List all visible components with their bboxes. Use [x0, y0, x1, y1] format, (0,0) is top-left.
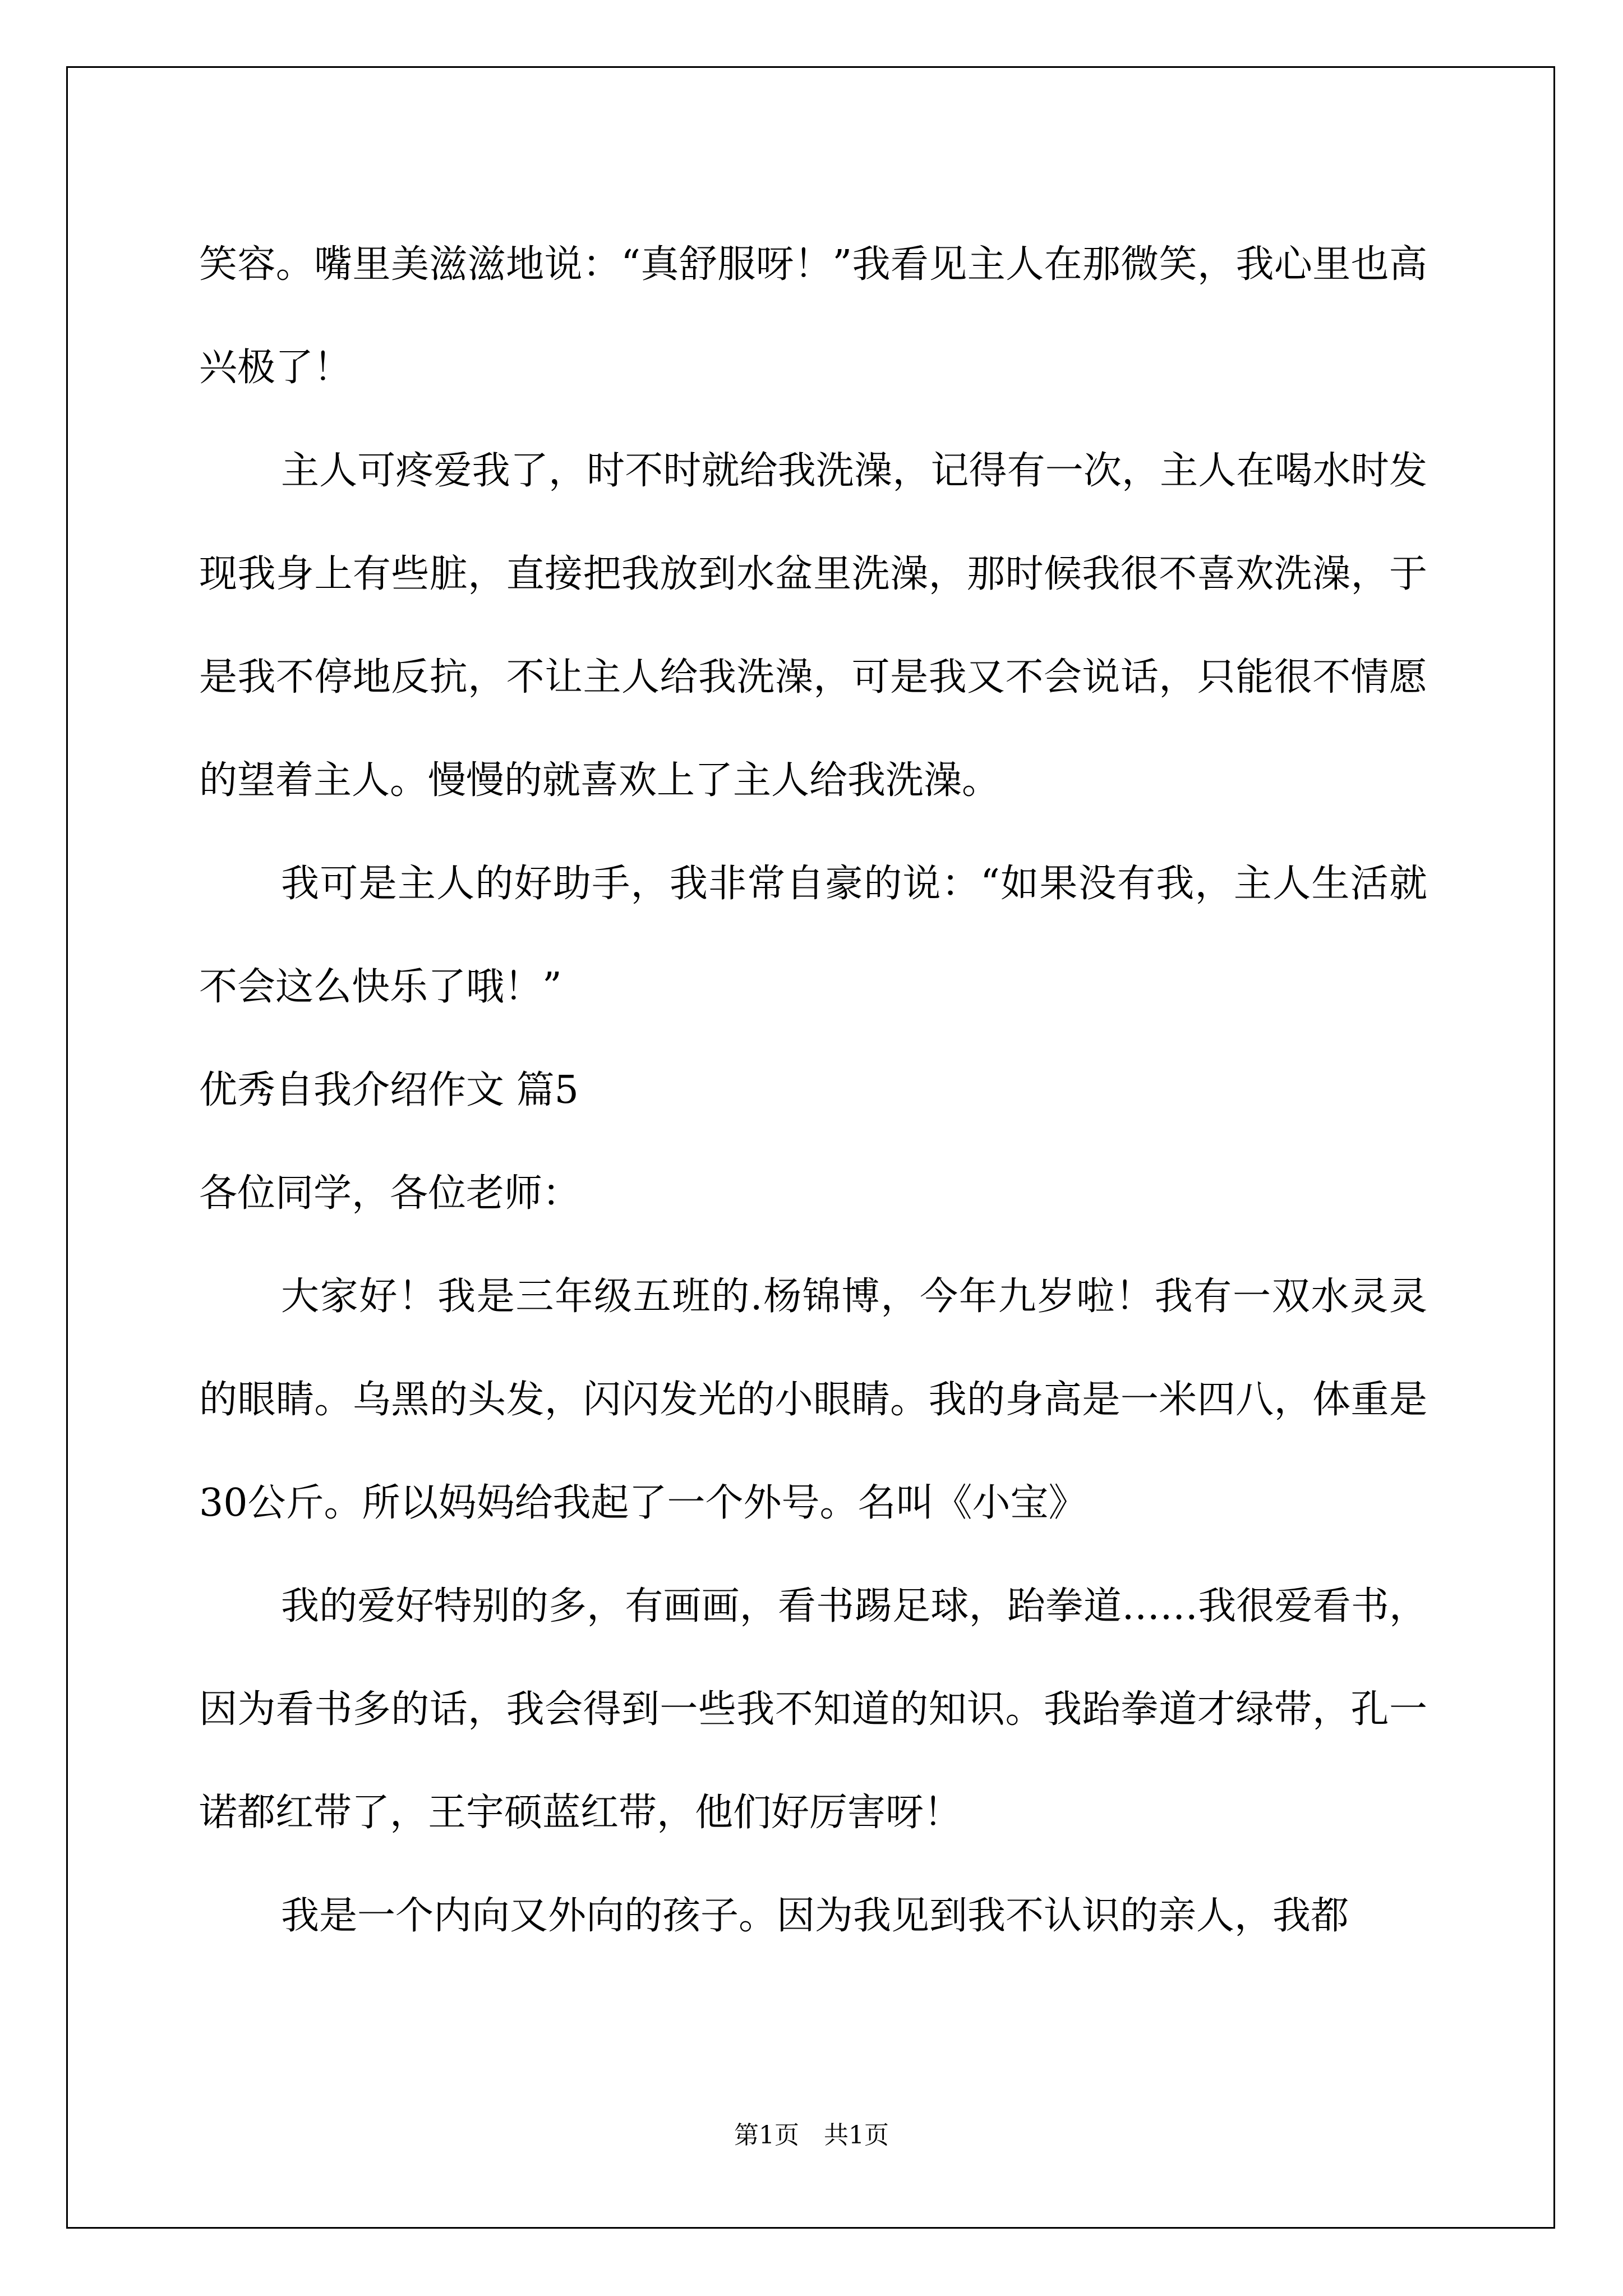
section-heading: 优秀自我介绍作文 篇5: [199, 1068, 579, 1112]
paragraph-6: 我的爱好特别的多，有画画，看书踢足球，跆拳道……我很爱看书，因为看书多的话，我会得到一些我不知道的知识。我跆拳道才绿带，孔一诺都红带了，王宇硕蓝红带，他们好厉害呀！: [199, 1584, 1427, 1835]
paragraph-2: 主人可疼爱我了，时不时就给我洗澡，记得有一次，主人在喝水时发现我身上有些脏，直接把我放到水盆里洗澡，那时候我很不喜欢洗澡，于是我不停地反抗，不让主人给我洗澡，可是我又不会说话，只能很不情愿的望着主人。慢慢的就喜欢上了主人给我洗澡。: [199, 449, 1427, 803]
paragraph-5: 大家好！我是三年级五班的.杨锦博，今年九岁啦！我有一双水灵灵的眼睛。乌黑的头发，闪闪发光的小眼睛。我的身高是一米四八，体重是30公斤。所以妈妈给我起了一个外号。名叫《小宝》: [199, 1274, 1427, 1525]
salutation: 各位同学，各位老师：: [199, 1171, 581, 1216]
paragraph-3: 我可是主人的好助手，我非常自豪的说：“如果没有我，主人生活就不会这么快乐了哦！”: [199, 862, 1427, 1009]
page-footer: 第1页 共1页: [734, 2121, 889, 2150]
paragraph-1: 笑容。嘴里美滋滋地说：“真舒服呀！”我看见主人在那微笑，我心里也高兴极了！: [199, 242, 1427, 390]
paragraph-7: 我是一个内向又外向的孩子。因为我见到我不认识的亲人，我都: [281, 1894, 1349, 1938]
document-body: [199, 213, 1427, 1968]
